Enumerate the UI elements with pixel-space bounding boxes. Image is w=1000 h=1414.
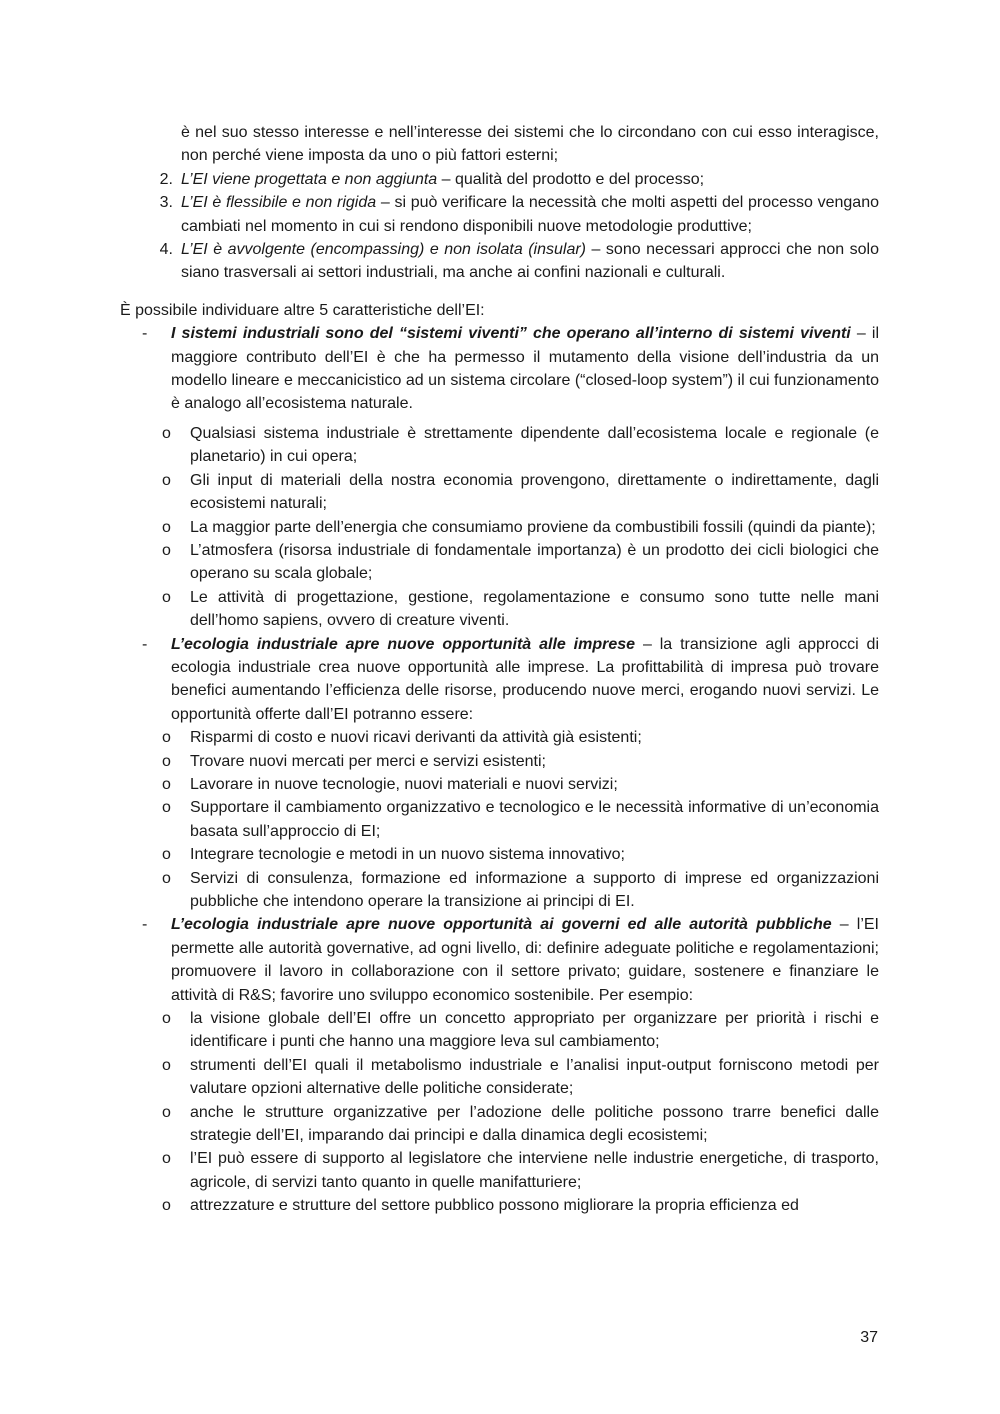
sub-item (162, 516, 879, 539)
sub-list (120, 422, 879, 633)
circle-bullet-icon: o (162, 424, 171, 442)
sub-item-text: la visione globale dell’EI offre un concetto appropriato per organizzare per priorità i rischi e identificare i punti che hanno una maggiore leva sul cambiamento; (190, 1010, 879, 1051)
dash-marker: - (142, 635, 148, 653)
sub-item-text: strumenti dell’EI quali il metabolismo industriale e l’analisi input-output forniscono metodi per valutare opzioni alternative delle politiche considerate; (190, 1056, 879, 1098)
circle-bullet-icon: o (162, 518, 171, 536)
circle-bullet-icon: o (162, 1197, 171, 1215)
sub-item-text: Integrare tecnologie e metodi in un nuovo sistema innovativo; (190, 846, 625, 864)
sub-item (162, 469, 879, 516)
item-number: 3. (159, 194, 173, 212)
numbered-list (120, 168, 879, 285)
circle-bullet-icon: o (162, 541, 171, 559)
characteristic-text: – la transizione agli approcci di ecologia industriale crea nuove opportunità alle imprese. La profittabilità di impresa può trovare benefici aumentando l’efficienza delle risorse, producendo nuove merci, erogando nuovi servizi. Le opportunità offerte dall’EI potranno essere: (171, 635, 880, 723)
characteristic-title: L’ecologia industriale apre nuove opportunità alle imprese (171, 635, 636, 653)
sub-item (162, 1054, 879, 1101)
circle-bullet-icon: o (162, 869, 171, 887)
dash-marker: - (142, 325, 148, 343)
sub-item-text: La maggior parte dell’energia che consumiamo proviene da combustibili fossili (quindi da piante); (190, 518, 876, 536)
circle-bullet-icon: o (162, 729, 171, 747)
characteristic-text: – il maggiore contributo dell’EI è che ha permesso il mutamento della visione dell’industria da un modello lineare e meccanicistico ad un sistema circolare (“closed-loop system”) il cui funzionamento è analogo all’ecosistema naturale. (171, 325, 880, 413)
page-number: 37 (860, 1329, 878, 1346)
numbered-item-1-continuation: è nel suo stesso interesse e nell’interesse dei sistemi che lo circondano con cui esso interagisce, non perché viene imposta da uno o più fattori esterni; (181, 124, 879, 165)
characteristic-title: L’ecologia industriale apre nuove opportunità ai governi ed alle autorità pubbliche (171, 916, 832, 934)
sub-item-text: Risparmi di costo e nuovi ricavi derivanti da attività già esistenti; (190, 729, 642, 747)
sub-item (162, 796, 879, 843)
sub-list (120, 1007, 879, 1218)
circle-bullet-icon: o (162, 775, 171, 793)
item-text: – si può verificare la necessità che molti aspetti del processo vengano cambiati nel momento in cui si rendono disponibili nuove metodologie produttive; (181, 194, 879, 235)
item-number: 2. (159, 170, 173, 188)
sub-item (162, 843, 879, 866)
sub-item-text: l’EI può essere di supporto al legislatore che interviene nelle industrie energetiche, di trasporto, agricole, di servizi tanto quanto in quelle manifatturiere; (190, 1150, 879, 1191)
circle-bullet-icon: o (162, 471, 171, 489)
circle-bullet-icon: o (162, 1010, 171, 1028)
sub-item (162, 1194, 879, 1217)
sub-item (162, 1101, 879, 1148)
sub-item (162, 726, 879, 749)
sub-item (162, 586, 879, 633)
sub-item-text: Servizi di consulenza, formazione ed informazione a supporto di imprese ed organizzazioni pubbliche che intendono operare la transizione ai principi di EI. (190, 869, 879, 910)
sub-item-text: Gli input di materiali della nostra economia provengono, direttamente o indirettamente, dagli ecosistemi naturali; (190, 471, 879, 513)
intro-paragraph: È possibile individuare altre 5 caratteristiche dell’EI: (120, 301, 485, 319)
sub-item-text: anche le strutture organizzative per l’adozione delle politiche possono trarre benefici dalle strategie dell’EI, imparando dai principi e dalla dinamica degli ecosistemi; (190, 1103, 879, 1145)
circle-bullet-icon: o (162, 846, 171, 864)
sub-item (162, 1007, 879, 1054)
sub-item-text: attrezzature e strutture del settore pubblico possono migliorare la propria efficienza ed (190, 1197, 799, 1215)
sub-item-text: L’atmosfera (risorsa industriale di fondamentale importanza) è un prodotto dei cicli biologici che operano su scala globale; (190, 541, 879, 583)
characteristic-item (142, 322, 880, 416)
item-text: – sono necessari approcci che non solo siano trasversali ai settori industriali, ma anche ai confini nazionali e culturali. (181, 241, 879, 282)
sub-item (162, 773, 879, 796)
sub-item (162, 422, 879, 469)
sub-item-text: Le attività di progettazione, gestione, regolamentazione e consumo sono tutte nelle mani dell’homo sapiens, ovvero di creature viventi. (190, 588, 879, 630)
numbered-item (159, 238, 879, 285)
item-number: 4. (159, 241, 173, 259)
item-title: L’EI è flessibile e non rigida (181, 194, 377, 212)
circle-bullet-icon: o (162, 588, 171, 606)
sub-item-text: Supportare il cambiamento organizzativo e tecnologico e le necessità informative di un’economia basata sull’approccio di EI; (190, 799, 879, 840)
item-title: L’EI è avvolgente (encompassing) e non isolata (insular) (181, 241, 587, 259)
sub-item-text: Lavorare in nuove tecnologie, nuovi materiali e nuovi servizi; (190, 775, 618, 793)
numbered-item (159, 168, 879, 191)
page-content (120, 121, 879, 1218)
sub-item-text: Trovare nuovi mercati per merci e servizi esistenti; (190, 752, 546, 770)
sub-item (162, 867, 879, 914)
item-text: – qualità del prodotto e del processo; (437, 170, 705, 188)
characteristic-item (142, 633, 880, 727)
sub-item (162, 1147, 879, 1194)
numbered-item (159, 191, 879, 238)
circle-bullet-icon: o (162, 1056, 171, 1074)
sub-list (120, 726, 879, 913)
sub-item-text: Qualsiasi sistema industriale è strettamente dipendente dall’ecosistema locale e regionale (e planetario) in cui opera; (190, 424, 879, 466)
characteristic-item (142, 913, 880, 1007)
item-title: L’EI viene progettata e non aggiunta (181, 170, 438, 188)
circle-bullet-icon: o (162, 1150, 171, 1168)
circle-bullet-icon: o (162, 799, 171, 817)
sub-item (162, 750, 879, 773)
sub-item (162, 539, 879, 586)
characteristic-text: – l’EI permette alle autorità governative, ad ogni livello, di: definire adeguate politiche e regolamentazioni; promuovere il lavoro in collaborazione con il settore privato; guidare, sostenere e finanziare le attività di R&S; favorire uno sviluppo economico sostenibile. Per esempio: (171, 916, 880, 1004)
circle-bullet-icon: o (162, 1103, 171, 1121)
dash-marker: - (142, 916, 148, 934)
circle-bullet-icon: o (162, 752, 171, 770)
characteristic-title: I sistemi industriali sono del “sistemi viventi” che operano all’interno di sistemi viventi (171, 325, 851, 343)
